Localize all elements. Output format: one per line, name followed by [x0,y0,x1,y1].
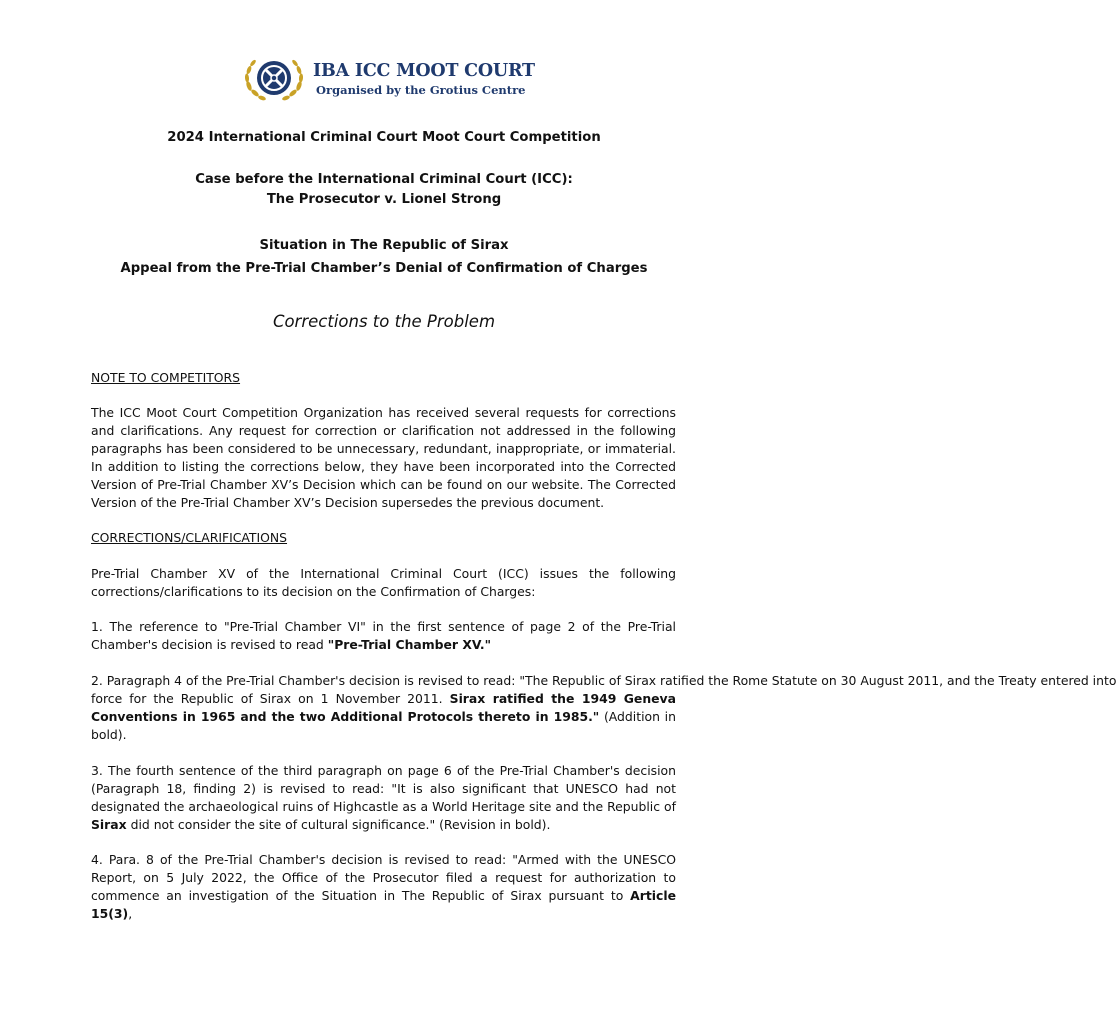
correction-item-2-line-2: force for the Republic of Sirax on 1 November 2011. [91,691,450,706]
document-subtitle: Corrections to the Problem [272,312,496,331]
correction-item-2-bold: Sirax ratified the 1949 Geneva Conventions in 1965 and the two Additional Protocols thereto in 1985." [91,691,676,724]
note-heading: NOTE TO COMPETITORS [91,370,241,385]
situation-title: Situation in The Republic of Sirax [259,238,509,253]
correction-item-3-text: 3. The fourth sentence of the third paragraph on page 6 of the Pre-Trial Chamber's decision (Paragraph 18, finding 2) is revised to read: "It is also significant that UNESCO had not designated the archaeological ruins of Highcastle as a World Heritage site and the Republic of [91,763,676,814]
corrections-intro: Pre-Trial Chamber XV of the International Criminal Court (ICC) issues the following corrections/clarifications to its decision on the Confirmation of Charges: [91,566,676,599]
correction-item-3-tail: did not consider the site of cultural significance." (Revision in bold). [126,817,551,832]
correction-item-3-bold: Sirax [91,817,127,832]
note-body: The ICC Moot Court Competition Organization has received several requests for corrections and clarifications. Any request for correction or clarification not addressed in the following paragraphs has been considered to be unnecessary, redundant, inappropriate, or immaterial. In addition to listing the corrections below, they have been incorporated into the Corrected Version of Pre-Trial Chamber XV’s Decision which can be found on our website. The Corrected Version of the Pre-Trial Chamber XV’s Decision supersedes the previous document. [91,405,676,510]
appeal-title: Appeal from the Pre-Trial Chamber’s Denial of Confirmation of Charges [120,261,648,276]
correction-item-2 [91,672,1116,744]
case-title-line-2: The Prosecutor v. Lionel Strong [266,192,502,207]
correction-item-2-tail: (Addition in bold). [91,709,676,742]
competition-title: 2024 International Criminal Court Moot Court Competition [167,130,601,145]
correction-item-1 [91,618,676,654]
logo-subtitle: Organised by the Grotius Centre [316,83,526,97]
corrections-heading: CORRECTIONS/CLARIFICATIONS [91,530,288,545]
correction-item-2-line-1: 2. Paragraph 4 of the Pre-Trial Chamber's decision is revised to read: "The Republic of Sirax ratified the Rome Statute on 30 August 2011, and the Treaty entered into [91,673,1116,688]
correction-item-4 [91,851,676,923]
correction-item-1-bold: "Pre-Trial Chamber XV." [327,637,492,652]
correction-item-3 [91,762,676,834]
correction-item-4-text: 4. Para. 8 of the Pre-Trial Chamber's decision is revised to read: "Armed with the UNESCO Report, on 5 July 2022, the Office of the Prosecutor filed a request for authorization to commence an investigation of the Situation in The Republic of Sirax pursuant to [91,852,676,903]
logo-title: IBA ICC MOOT COURT [313,61,535,81]
correction-item-4-tail: , [128,906,133,921]
laurel-globe-emblem-icon [242,56,306,106]
iba-icc-moot-court-logo [242,56,535,106]
case-title-line-1: Case before the International Criminal Court (ICC): [195,172,573,187]
correction-item-1-text: 1. The reference to "Pre-Trial Chamber VI" in the first sentence of page 2 of the Pre-Trial Chamber's decision is revised to read [91,619,676,652]
correction-item-4-bold: Article 15(3) [91,888,676,921]
